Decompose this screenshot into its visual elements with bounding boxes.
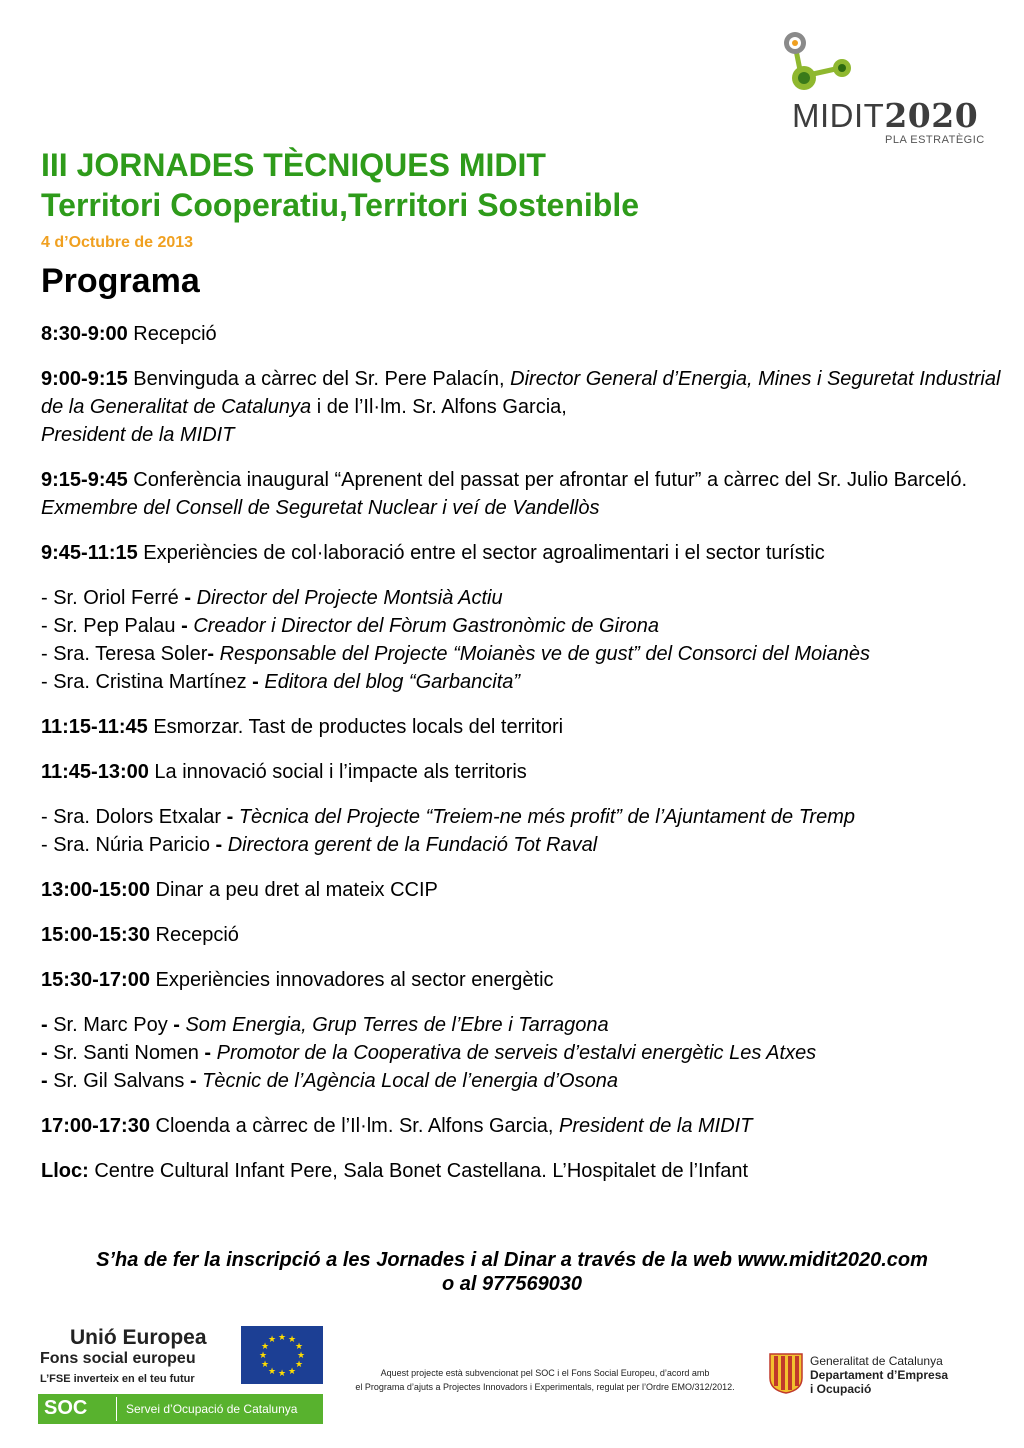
program-item: 11:15-11:45 Esmorzar. Tast de productes locals del territori (41, 716, 564, 738)
speaker-item: - Sra. Dolors Etxalar - Tècnica del Projecte “Treiem-ne més profit” de l’Ajuntament de Tremp (41, 806, 855, 828)
program-item: 9:15-9:45 Conferència inaugural “Aprenent del passat per afrontar el futur” a càrrec del Sr. Julio Barceló. Exmembre del Consell de Seguretat Nuclear i veí de Vandellòs (41, 469, 968, 519)
logo-subtitle: PLA ESTRATÈGIC (885, 134, 985, 146)
program-time: 9:00-9:15 (41, 368, 128, 390)
midit2020-logo (780, 30, 990, 150)
program-time: 9:45-11:15 (41, 542, 138, 564)
soc-short: SOC (44, 1397, 88, 1419)
svg-text:★: ★ (267, 1335, 277, 1345)
speaker-item: - Sr. Gil Salvans - Tècnic de l’Agència Local de l’energia d’Osona (41, 1070, 618, 1092)
svg-text:★: ★ (294, 1342, 304, 1352)
generalitat-logo: Generalitat de Catalunya Departament d’Empresa i Ocupació (768, 1352, 988, 1396)
speaker-list (41, 1011, 1011, 1095)
svg-text:★: ★ (287, 1367, 297, 1377)
event-date: 4 d’Octubre de 2013 (41, 234, 194, 251)
venue-label: Lloc: (41, 1160, 89, 1182)
svg-text:★: ★ (267, 1367, 277, 1377)
program-item: 15:00-15:30 Recepció (41, 924, 239, 946)
eu-fse-logo (38, 1326, 328, 1426)
program-time: 11:45-13:00 (41, 761, 149, 783)
program-item: 9:00-9:15 Benvinguda a càrrec del Sr. Pere Palacín, Director General d’Energia, Mines i Seguretat Industrial de la Generalitat de Catalunya i de l’Il·lm. Sr. Alfons Garcia, President de la MIDIT (41, 368, 1001, 446)
speaker-list (41, 803, 1011, 859)
page-title: III JORNADES TÈCNIQUES MIDIT (41, 147, 546, 183)
svg-text:★: ★ (294, 1360, 304, 1370)
speaker-item: - Sr. Santi Nomen - Promotor de la Cooperativa de serveis d’estalvi energètic Les Atxes (41, 1042, 817, 1064)
program-item: 9:45-11:15 Experiències de col·laboració entre el sector agroalimentari i el sector turístic (41, 542, 825, 564)
svg-text:★: ★ (277, 1333, 287, 1343)
speaker-item: - Sra. Núria Paricio - Directora gerent de la Fundació Tot Raval (41, 834, 598, 856)
speaker-item: - Sra. Cristina Martínez - Editora del blog “Garbancita” (41, 671, 521, 693)
speaker-item: - Sr. Marc Poy - Som Energia, Grup Terres de l’Ebre i Tarragona (41, 1014, 609, 1036)
svg-text:★: ★ (260, 1342, 270, 1352)
page-subtitle: Territori Cooperatiu,Territori Sostenible (41, 187, 639, 223)
program-time: 13:00-15:00 (41, 879, 150, 901)
venue: Lloc: Centre Cultural Infant Pere, Sala Bonet Castellana. L’Hospitalet de l’Infant (41, 1160, 749, 1182)
logo-name: MIDIT (792, 97, 885, 134)
speaker-item: - Sr. Oriol Ferré - Director del Projecte Montsià Actiu (41, 587, 503, 609)
speaker-item: - Sr. Pep Palau - Creador i Director del Fòrum Gastronòmic de Girona (41, 615, 660, 637)
program-item: 17:00-17:30 Cloenda a càrrec de l’Il·lm. Sr. Alfons Garcia, President de la MIDIT (41, 1115, 753, 1137)
eu-title: Unió Europea (70, 1326, 207, 1349)
program-time: 8:30-9:00 (41, 323, 128, 345)
speaker-list (41, 584, 1011, 696)
registration-note: S’ha de fer la inscripció a les Jornades i al Dinar a través de la web www.midit2020.com o al 977569030 (96, 1249, 928, 1295)
svg-text:★: ★ (296, 1351, 306, 1361)
program-list (41, 320, 1011, 1202)
soc-banner (38, 1394, 323, 1424)
speaker-item: - Sra. Teresa Soler- Responsable del Projecte “Moianès ve de gust” del Consorci del Moianès (41, 643, 870, 665)
program-item: 15:30-17:00 Experiències innovadores al sector energètic (41, 969, 554, 991)
soc-long: Servei d’Ocupació de Catalunya (126, 1402, 298, 1416)
program-item: 11:45-13:00 La innovació social i l’impacte als territoris (41, 761, 527, 783)
svg-text:★: ★ (287, 1335, 297, 1345)
program-item: 8:30-9:00 Recepció (41, 323, 217, 345)
program-item: 13:00-15:00 Dinar a peu dret al mateix CCIP (41, 879, 438, 901)
svg-text:★: ★ (260, 1360, 270, 1370)
program-time: 17:00-17:30 (41, 1115, 150, 1137)
logo-year: 2020 (884, 96, 979, 135)
program-time: 15:00-15:30 (41, 924, 150, 946)
eu-tagline: L’FSE inverteix en el teu futur (40, 1373, 195, 1385)
subsidy-note: Aquest projecte està subvencionat pel SOC i el Fons Social Europeu, d’acord amb el Programa d’ajuts a Projectes Innovadors i Experimentals, regulat per l’Ordre EMO/312/2012. (355, 1368, 735, 1392)
eu-fons: Fons social europeu (40, 1350, 196, 1367)
catalan-flag-icon (768, 1352, 804, 1394)
program-time: 9:15-9:45 (41, 469, 128, 491)
svg-text:★: ★ (258, 1351, 268, 1361)
eu-flag-icon (241, 1326, 323, 1384)
midit-molecule-icon (780, 30, 870, 100)
program-time: 11:15-11:45 (41, 716, 148, 738)
svg-text:★: ★ (277, 1369, 287, 1379)
program-time: 15:30-17:00 (41, 969, 150, 991)
programa-heading: Programa (41, 262, 200, 300)
